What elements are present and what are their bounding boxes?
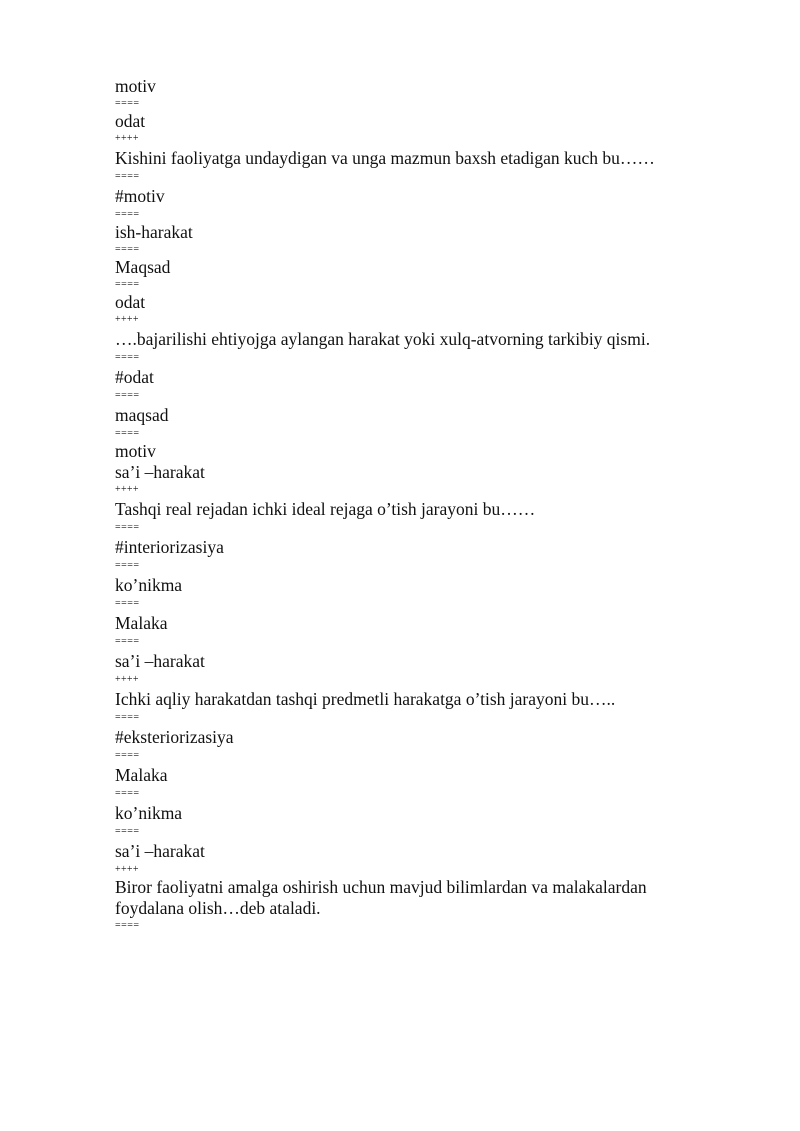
question-text: Kishini faoliyatga undaydigan va unga mazmun baxsh etadigan kuch bu…… [115,148,655,168]
answer-option: Maqsad [115,257,171,277]
answer-option: motiv [115,76,156,96]
separator-equals: ==== [115,244,140,255]
answer-option: sa’i –harakat [115,462,205,482]
document-page [115,76,715,933]
separator-equals: ==== [115,279,140,290]
answer-option: sa’i –harakat [115,651,205,671]
correct-answer: #eksteriorizasiya [115,727,234,747]
question-text: ….bajarilishi ehtiyojga aylangan harakat yoki xulq-atvorning tarkibiy qismi. [115,329,651,349]
separator-equals: ==== [115,636,140,647]
question-text: Tashqi real rejadan ichki ideal rejaga o’tish jarayoni bu…… [115,499,536,519]
answer-option: sa’i –harakat [115,841,205,861]
question-text: Ichki aqliy harakatdan tashqi predmetli harakatga o’tish jarayoni bu….. [115,689,616,709]
answer-option: motiv [115,441,156,461]
separator-plus: ++++ [115,484,139,495]
separator-equals: ==== [115,750,140,761]
separator-equals: ==== [115,920,140,931]
answer-option: ish-harakat [115,222,193,242]
question-text-continued: foydalana olish…deb ataladi. [115,898,321,918]
separator-equals: ==== [115,826,140,837]
answer-option: odat [115,292,146,312]
answer-option: odat [115,111,146,131]
separator-equals: ==== [115,390,140,401]
separator-equals: ==== [115,98,140,109]
separator-equals: ==== [115,522,140,533]
answer-option: ko’nikma [115,803,183,823]
separator-equals: ==== [115,598,140,609]
separator-equals: ==== [115,209,140,220]
correct-answer: #motiv [115,186,165,206]
separator-equals: ==== [115,428,140,439]
separator-plus: ++++ [115,864,139,875]
answer-option: ko’nikma [115,575,183,595]
answer-option: Malaka [115,613,168,633]
correct-answer: #interiorizasiya [115,537,224,557]
answer-option: maqsad [115,405,169,425]
separator-equals: ==== [115,788,140,799]
separator-equals: ==== [115,352,140,363]
separator-plus: ++++ [115,674,139,685]
separator-plus: ++++ [115,133,139,144]
correct-answer: #odat [115,367,154,387]
answer-option: Malaka [115,765,168,785]
separator-equals: ==== [115,560,140,571]
separator-equals: ==== [115,712,140,723]
separator-plus: ++++ [115,314,139,325]
question-text: Biror faoliyatni amalga oshirish uchun mavjud bilimlardan va malakalardan [115,877,647,897]
separator-equals: ==== [115,171,140,182]
